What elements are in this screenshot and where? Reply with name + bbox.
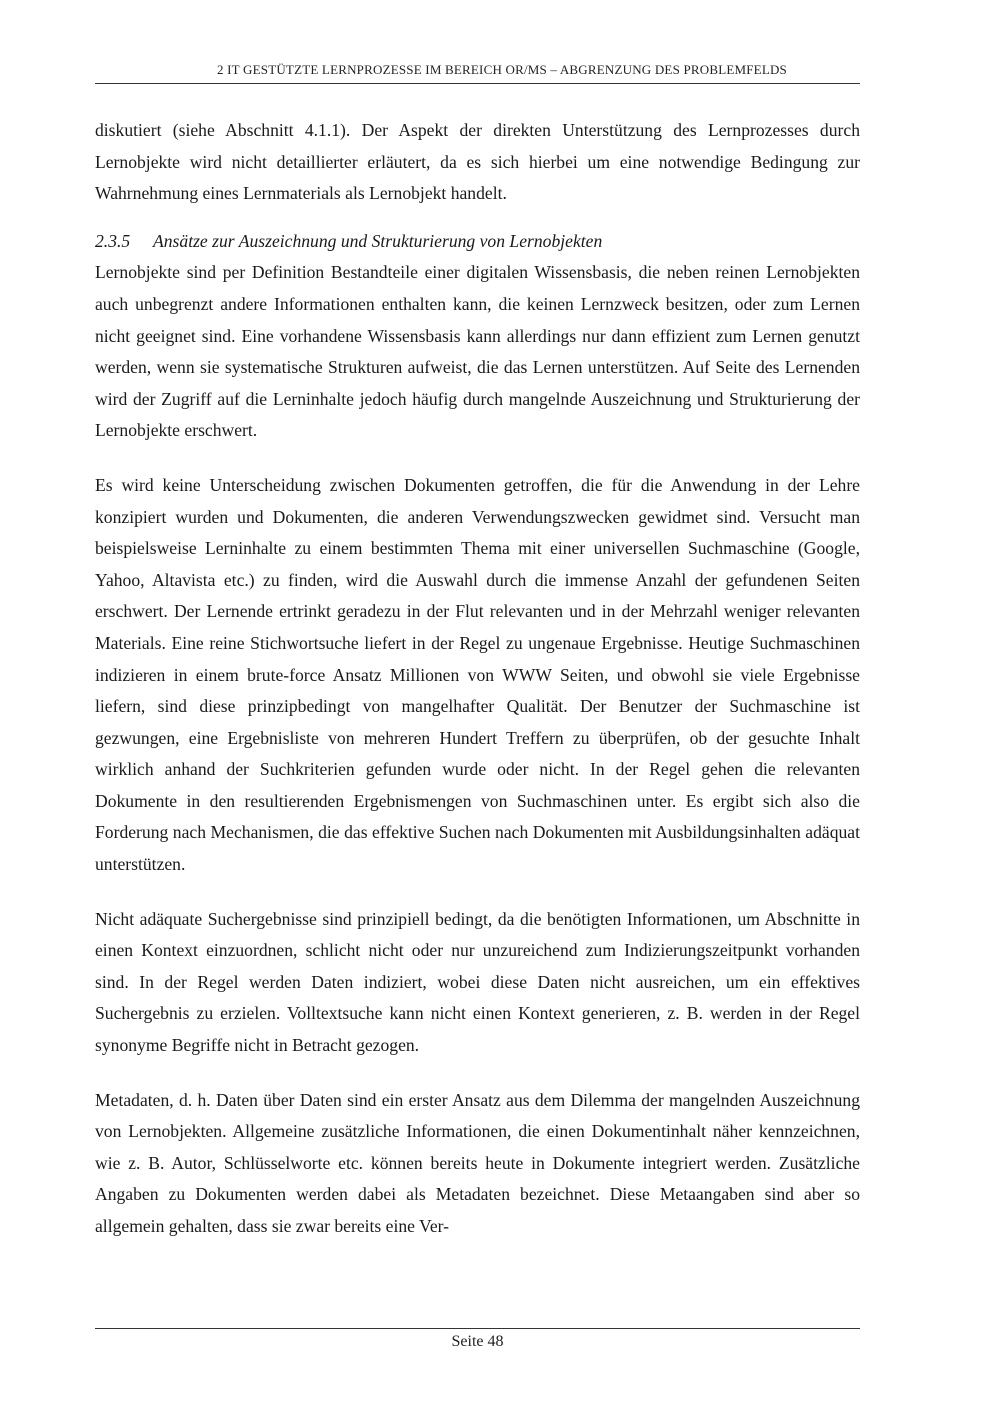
section-heading	[95, 226, 860, 258]
section-title: Ansätze zur Auszeichnung und Strukturierung von Lernobjekten	[153, 230, 603, 251]
running-header-text: 2 IT GESTÜTZTE LERNPROZESSE IM BEREICH OR/MS – ABGRENZUNG DES PROBLEMFELDS	[217, 62, 787, 77]
running-header	[95, 62, 787, 78]
continuation-paragraph: diskutiert (siehe Abschnitt 4.1.1). Der Aspekt der direkten Unterstützung des Lernprozesses durch Lernobjekte wird nicht detaillierter erläutert, da es sich hierbei um eine notwendige Bedingung zur Wahrnehmung eines Lernmaterials als Lernobjekt handelt.	[95, 120, 860, 204]
page-number: Seite 48	[451, 1333, 504, 1350]
section-number: 2.3.5	[95, 230, 131, 251]
body-paragraph: Metadaten, d. h. Daten über Daten sind ein erster Ansatz aus dem Dilemma der mangelnden Auszeichnung von Lernobjekten. Allgemeine zusätzliche Informationen, die einen Dokumentinhalt näher kennzeichnen, wie z. B. Autor, Schlüsselworte etc. können bereits heute in Dokumente integriert werden. Zusätzliche Angaben zu Dokumenten werden dabei als Metadaten bezeichnet. Diese Metaangaben sind aber so allgemein gehalten, dass sie zwar bereits eine Ver-	[95, 1089, 860, 1236]
page-body	[95, 115, 860, 1243]
body-paragraph: Lernobjekte sind per Definition Bestandteile einer digitalen Wissensbasis, die neben reinen Lernobjekten auch unbegrenzt andere Informationen enthalten kann, die keinen Lernzweck besitzen, oder zum Lernen nicht geeignet sind. Eine vorhandene Wissensbasis kann allerdings nur dann effizient zum Lernen genutzt werden, wenn sie systematische Strukturen aufweist, die das Lernen unterstützen. Auf Seite des Lernenden wird der Zugriff auf die Lerninhalte jedoch häufig durch mangelnde Auszeichnung und Strukturierung der Lernobjekte erschwert.	[95, 262, 860, 441]
header-divider	[95, 83, 860, 84]
body-paragraph: Es wird keine Unterscheidung zwischen Dokumenten getroffen, die für die Anwendung in der Lehre konzipiert wurden und Dokumenten, die anderen Verwendungszwecken gewidmet sind. Versucht man beispielsweise Lerninhalte zu einem bestimmten Thema mit einer universellen Suchmaschine (Google, Yahoo, Altavista etc.) zu finden, wird die Auswahl durch die immense Anzahl der gefundenen Seiten erschwert. Der Lernende ertrinkt geradezu in der Flut relevanten und in der Mehrzahl weniger relevanten Materials. Eine reine Stichwortsuche liefert in der Regel zu ungenaue Ergebnisse. Heutige Suchmaschinen indizieren in einem brute-force Ansatz Millionen von WWW Seiten, und obwohl sie viele Ergebnisse liefern, sind diese prinzipbedingt von mangelhafter Qualität. Der Benutzer der Suchmaschine ist gezwungen, eine Ergebnisliste von mehreren Hundert Treffern zu überprüfen, ob der gesuchte Inhalt wirklich anhand der Suchkriterien gefunden wurde oder nicht. In der Regel gehen die relevanten Dokumente in den resultierenden Ergebnismengen von Suchmaschinen unter. Es ergibt sich also die Forderung nach Mechanismen, die das effektive Suchen nach Dokumenten mit Ausbildungsinhalten adäquat unterstützen.	[95, 474, 860, 875]
body-paragraph: Nicht adäquate Suchergebnisse sind prinzipiell bedingt, da die benötigten Informationen, um Abschnitte in einen Kontext einzuordnen, schlicht nicht oder nur unzureichend zum Indizierungszeitpunkt vorhanden sind. In der Regel werden Daten indiziert, wobei diese Daten nicht ausreichen, um ein effektives Suchergebnis zu erzielen. Volltextsuche kann nicht einen Kontext generieren, z. B. werden in der Regel synonyme Begriffe nicht in Betracht gezogen.	[95, 908, 860, 1056]
footer-divider	[95, 1328, 860, 1329]
